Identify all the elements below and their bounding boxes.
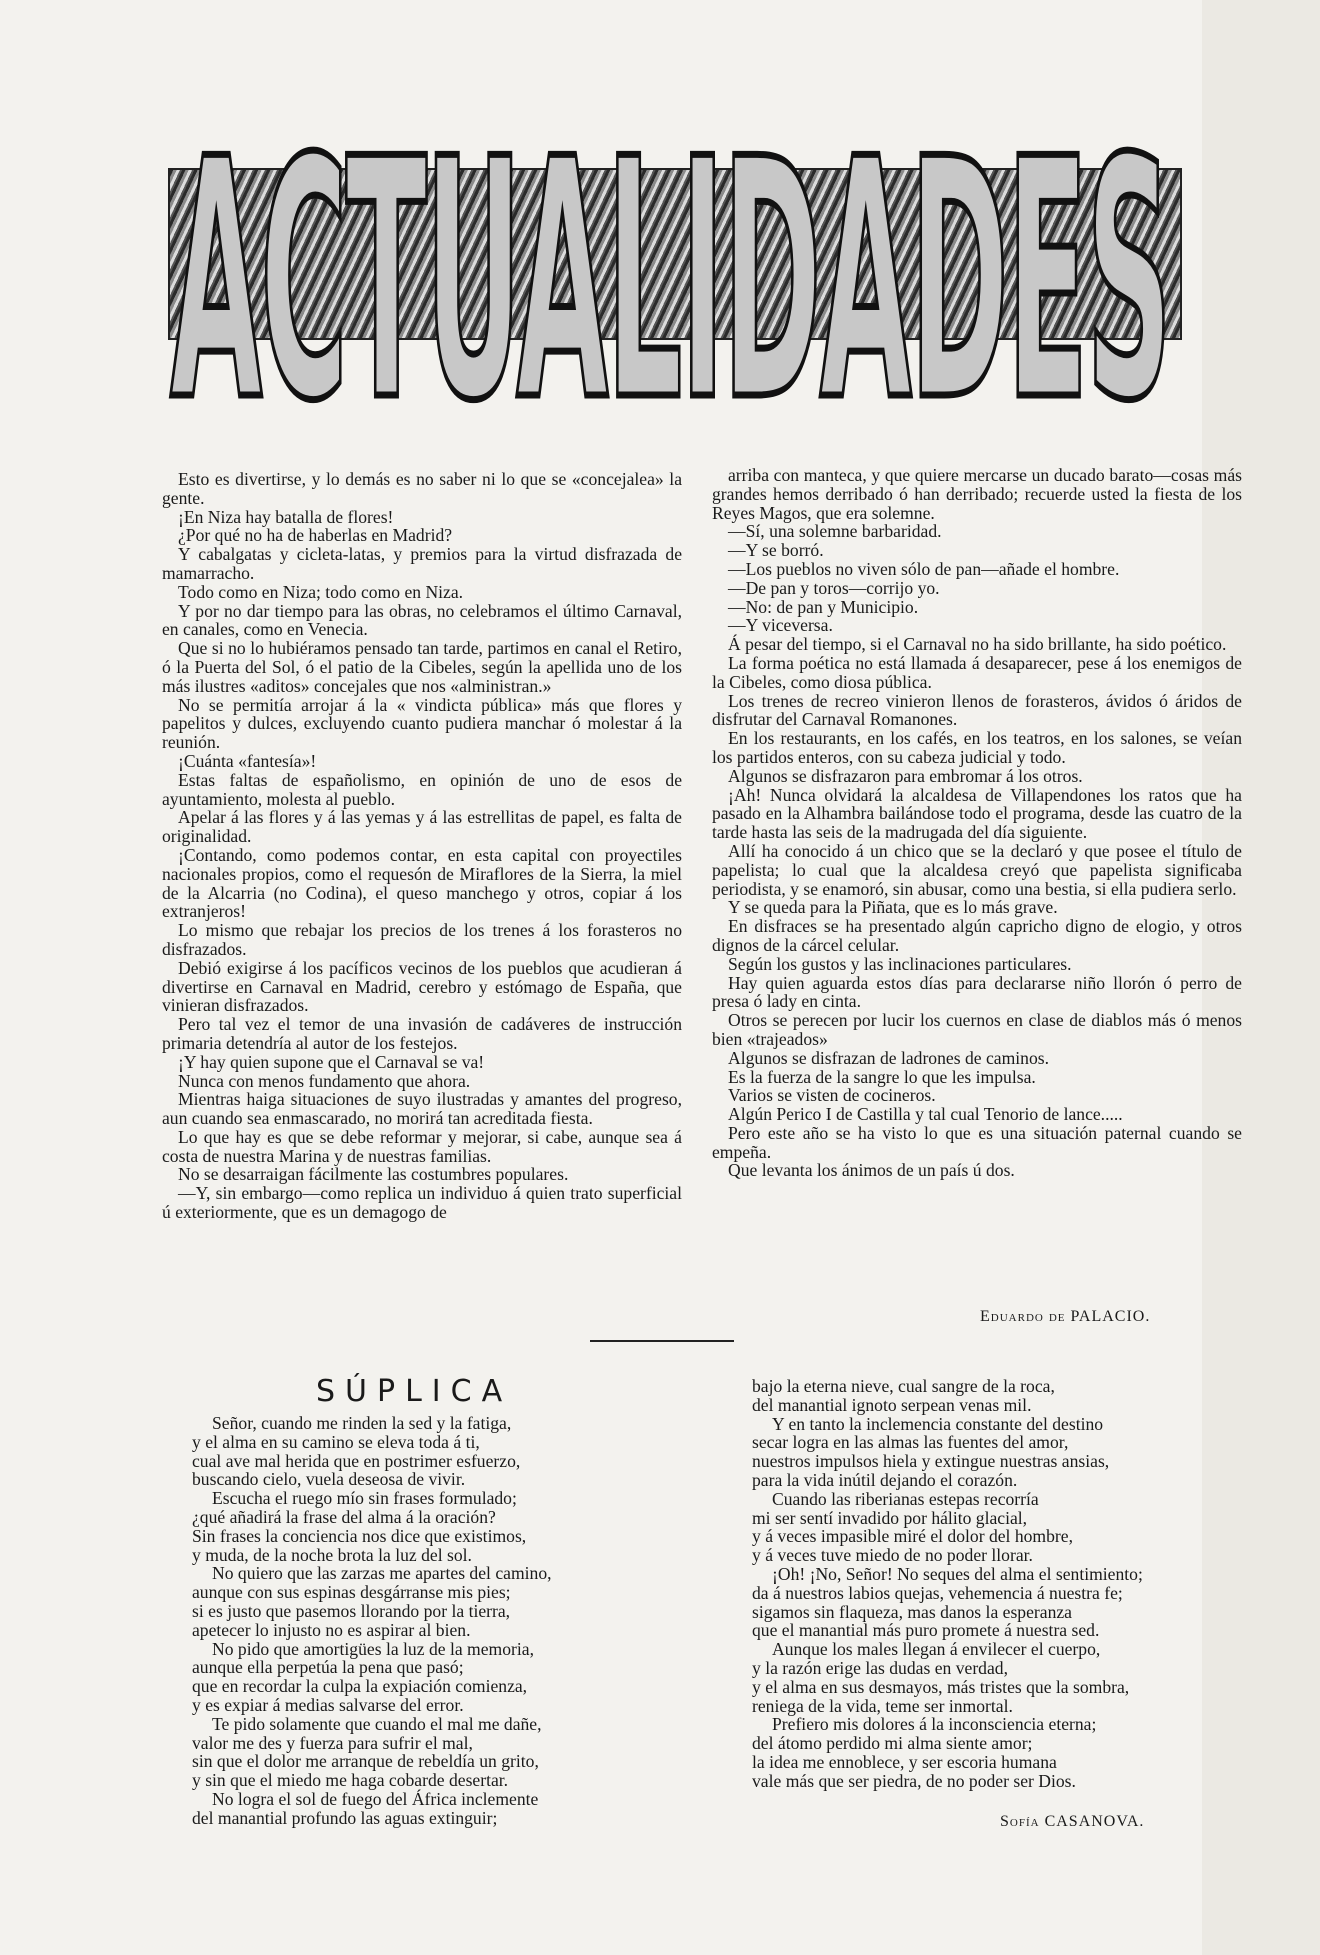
paragraph: Lo mismo que rebajar los precios de los trenes á los forasteros no disfrazados. bbox=[162, 920, 682, 959]
paragraph: —Y, sin embargo—como replica un individuo á quien trato superficial ú exteriormente, que es un demagogo de bbox=[162, 1183, 682, 1223]
poem-line: mi ser sentí invadido por hálito glacial, bbox=[752, 1507, 1028, 1528]
masthead-title bbox=[150, 60, 1190, 470]
paragraph: Los trenes de recreo vinieron llenos de forasteros, ávidos ó áridos de disfrutar del Carnaval Romanones. bbox=[712, 690, 1242, 730]
poem-line: la idea me ennoblece, y ser escoria humana bbox=[752, 1751, 1057, 1772]
poem-line: que en recordar la culpa la expiación comienza, bbox=[192, 1676, 528, 1697]
poem-line: nuestros impulsos hiela y extingue nuestras ansias, bbox=[752, 1451, 1110, 1472]
paragraph: Estas faltas de españolismo, en opinión de uno de esos de ayuntamiento, molesta al pueblo. bbox=[162, 769, 682, 809]
poem-line: Escucha el ruego mío sin frases formulado; bbox=[212, 1488, 517, 1509]
poem-line: cual ave mal herida que en postrimer esfuerzo, bbox=[192, 1450, 521, 1471]
paragraph: ¡Ah! Nunca olvidará la alcaldesa de Villapendones los ratos que ha pasado en la Alhambra bailándose todo el programa, desde las cuatro de la tarde hasta las seis de la madrugada del día siguiente. bbox=[712, 784, 1242, 843]
poem-line: No quiero que las zarzas me apartes del camino, bbox=[212, 1563, 552, 1584]
article-column-2 bbox=[712, 466, 1242, 1180]
poem-line: sin que el dolor me arranque de rebeldía un grito, bbox=[192, 1751, 539, 1772]
paragraph: ¡Contando, como podemos contar, en esta capital con proyectiles nacionales propios, como el requesón de Miraflores de la Sierra, la miel de la Alcarria (no Codina), el queso manchego y otros, copiar á los extranjeros! bbox=[162, 844, 682, 922]
paragraph: Otros se perecen por lucir los cuernos en clase de diablos más ó menos bien «trajeados» bbox=[712, 1010, 1242, 1049]
paragraph: —Y viceversa. bbox=[728, 615, 833, 636]
poem-line: y á veces impasible miré el dolor del hombre, bbox=[752, 1526, 1073, 1547]
poem-line: Cuando las riberianas estepas recorría bbox=[772, 1488, 1039, 1509]
poem-line: No logra el sol de fuego del África inclemente bbox=[212, 1788, 539, 1809]
paragraph: No se permitía arrojar á la « vindicta pública» más que flores y papelitos y dulces, excluyendo cuanto pudiera manchar ó molestar á la reunión. bbox=[162, 694, 682, 753]
poem-line: secar logra en las almas las fuentes del amor, bbox=[752, 1432, 1069, 1453]
paragraph: Hay quien aguarda estos días para declararse niño llorón ó perro de presa ó lady en cinta. bbox=[712, 972, 1242, 1012]
poem-line: reniega de la vida, teme ser inmortal. bbox=[752, 1695, 1013, 1716]
poem-signature: Sofía CASANOVA. bbox=[1000, 1813, 1145, 1830]
poem-line: buscando cielo, vuela deseosa de vivir. bbox=[192, 1469, 466, 1490]
paragraph: arriba con manteca, y que quiere mercarse un ducado barato—cosas más grandes hemos derribado ó han derribado; recuerde usted la fiesta de los Reyes Magos, que era solemne. bbox=[712, 465, 1242, 523]
poem-line: valor me des y fuerza para sufrir el mal, bbox=[192, 1732, 473, 1753]
paragraph: —Los pueblos no viven sólo de pan—añade el hombre. bbox=[728, 558, 1120, 579]
poem-line: Y en tanto la inclemencia constante del destino bbox=[772, 1413, 1104, 1434]
paragraph: ¡En Niza hay batalla de flores! bbox=[178, 506, 394, 527]
poem-line: y el alma en su camino se eleva toda á ti, bbox=[192, 1431, 480, 1452]
poem-line: bajo la eterna nieve, cual sangre de la roca, bbox=[752, 1376, 1055, 1396]
masthead-title-text: ACTUALIDADES bbox=[170, 89, 1170, 470]
paragraph: Pero tal vez el temor de una invasión de cadáveres de instrucción primaria detendría al autor de los festejos. bbox=[162, 1014, 682, 1053]
paragraph: Esto es divertirse, y lo demás es no saber ni lo que se «concejalea» la gente. bbox=[162, 469, 682, 508]
poem-line: vale más que ser piedra, de no poder ser Dios. bbox=[752, 1770, 1076, 1791]
poem-column-2 bbox=[752, 1377, 1143, 1791]
paragraph: Que si no lo hubiéramos pensado tan tarde, partimos en canal el Retiro, ó la Puerta del Sol, ó el patio de la Cibeles, según la apellida uno de los más ilustres «aditos» concejales que nos «alministran.» bbox=[162, 638, 682, 696]
poem-line: No pido que amortigües la luz de la memoria, bbox=[212, 1638, 534, 1659]
poem-line: apetecer lo injusto no es aspirar al bien. bbox=[192, 1619, 471, 1640]
section-divider bbox=[590, 1340, 734, 1342]
paragraph: ¡Y hay quien supone que el Carnaval se va! bbox=[178, 1051, 485, 1072]
poem-line: Aunque los males llegan á envilecer el cuerpo, bbox=[772, 1639, 1101, 1660]
poem-line: del átomo perdido mi alma siente amor; bbox=[752, 1733, 1033, 1754]
poem-line: Te pido solamente que cuando el mal me dañe, bbox=[212, 1713, 542, 1734]
poem-line: aunque con sus espinas desgárranse mis pies; bbox=[192, 1582, 511, 1603]
paragraph: —Sí, una solemne barbaridad. bbox=[728, 521, 942, 542]
poem-line: Sin frases la conciencia nos dice que existimos, bbox=[192, 1525, 527, 1546]
paragraph: Allí ha conocido á un chico que se la declaró y que posee el título de papelista; lo cual que la alcaldesa creyó que papelista significaba periodista, y se enamoró, sin abusar, como una bestia, si ella pudiera serlo. bbox=[712, 840, 1242, 899]
paragraph: Nunca con menos fundamento que ahora. bbox=[178, 1070, 471, 1091]
paragraph: —Y se borró. bbox=[728, 540, 824, 561]
poem-column-1 bbox=[192, 1414, 552, 1828]
poem-line: ¡Oh! ¡No, Señor! No seques del alma el sentimiento; bbox=[772, 1563, 1143, 1584]
paragraph: Pero este año se ha visto lo que es una situación paternal cuando se empeña. bbox=[712, 1122, 1242, 1162]
paragraph: En disfraces se ha presentado algún capricho digno de elogio, y otros dignos de la cárcel celular. bbox=[712, 916, 1242, 955]
paragraph: —De pan y toros—corrijo yo. bbox=[728, 577, 940, 598]
poem-line: aunque ella perpetúa la pena que pasó; bbox=[192, 1657, 464, 1678]
paragraph: —No: de pan y Municipio. bbox=[728, 596, 919, 617]
poem-line: del manantial profundo las aguas extinguir; bbox=[192, 1807, 498, 1828]
poem-line: que el manantial más puro promete á nuestra sed. bbox=[752, 1620, 1100, 1641]
paragraph: En los restaurants, en los cafés, en los teatros, en los salones, se veían los partidos enteros, con su cabeza judicial y todo. bbox=[712, 728, 1242, 767]
article-signature: Eduardo de PALACIO. bbox=[980, 1308, 1151, 1325]
poem-line: y el alma en sus desmayos, más tristes que la sombra, bbox=[752, 1676, 1130, 1697]
poem-line: si es justo que pasemos llorando por la tierra, bbox=[192, 1600, 511, 1621]
poem-line: y es expiar á medias salvarse del error. bbox=[192, 1694, 464, 1715]
poem-line: para la vida inútil dejando el corazón. bbox=[752, 1469, 1018, 1490]
paragraph: La forma poética no está llamada á desaparecer, pese á los enemigos de la Cibeles, como diosa pública. bbox=[712, 652, 1242, 692]
paragraph: Varios se visten de cocineros. bbox=[728, 1085, 936, 1106]
paragraph: Algunos se disfrazan de ladrones de caminos. bbox=[728, 1047, 1049, 1068]
paragraph: Y por no dar tiempo para las obras, no celebramos el último Carnaval, en canales, como en Venecia. bbox=[162, 600, 682, 640]
poem-line: y la razón erige las dudas en verdad, bbox=[752, 1657, 1008, 1678]
paragraph: Es la fuerza de la sangre lo que les impulsa. bbox=[728, 1066, 1036, 1087]
article-column-1 bbox=[162, 470, 682, 1222]
paragraph: Apelar á las flores y á las yemas y á las estrellitas de papel, es falta de originalidad. bbox=[162, 807, 682, 847]
poem-title: SÚPLICA bbox=[316, 1374, 513, 1409]
poem-line: ¿qué añadirá la frase del alma á la oración? bbox=[192, 1506, 496, 1527]
paragraph: Á pesar del tiempo, si el Carnaval no ha sido brillante, ha sido poético. bbox=[728, 634, 1227, 655]
paragraph: Mientras haiga situaciones de suyo ilustradas y amantes del progreso, aun cuando sea enmascarado, no morirá tan acreditada fiesta. bbox=[162, 1089, 682, 1129]
poem-line: y á veces tuve miedo de no poder llorar. bbox=[752, 1545, 1033, 1566]
paragraph: Algunos se disfrazaron para embromar á los otros. bbox=[728, 765, 1083, 786]
paragraph: Y cabalgatas y cicleta-latas, y premios para la virtud disfrazada de mamarracho. bbox=[162, 544, 682, 583]
paragraph: ¡Cuánta «fantesía»! bbox=[178, 750, 317, 771]
poem-line: y muda, de la noche brota la luz del sol. bbox=[192, 1544, 472, 1565]
paragraph: Todo como en Niza; todo como en Niza. bbox=[178, 581, 464, 602]
paragraph: No se desarraigan fácilmente las costumbres populares. bbox=[178, 1164, 569, 1185]
paragraph: Que levanta los ánimos de un país ú dos. bbox=[728, 1160, 1015, 1181]
paragraph: Lo que hay es que se debe reformar y mejorar, si cabe, aunque sea á costa de nuestra Marina y de nuestras familias. bbox=[162, 1126, 682, 1166]
poem-line: da á nuestros labios quejas, vehemencia á nuestra fe; bbox=[752, 1582, 1123, 1603]
poem-line: sigamos sin flaqueza, mas danos la esperanza bbox=[752, 1601, 1072, 1622]
paragraph: Debió exigirse á los pacíficos vecinos de los pueblos que acudieran á divertirse en Carnaval en Madrid, cerebro y estómago de España, que vinieran disfrazados. bbox=[162, 957, 682, 1016]
paragraph: ¿Por qué no ha de haberlas en Madrid? bbox=[178, 525, 453, 546]
paragraph: Algún Perico I de Castilla y tal cual Tenorio de lance..... bbox=[728, 1104, 1123, 1125]
poem-line: y sin que el miedo me haga cobarde desertar. bbox=[192, 1770, 509, 1791]
poem-line: Señor, cuando me rinden la sed y la fatiga, bbox=[212, 1413, 512, 1433]
poem-line: del manantial ignoto serpean venas mil. bbox=[752, 1394, 1032, 1415]
paragraph: Y se queda para la Piñata, que es lo más grave. bbox=[728, 897, 1058, 918]
poem-line: Prefiero mis dolores á la inconsciencia eterna; bbox=[772, 1714, 1097, 1735]
paragraph: Según los gustos y las inclinaciones particulares. bbox=[728, 953, 1072, 974]
